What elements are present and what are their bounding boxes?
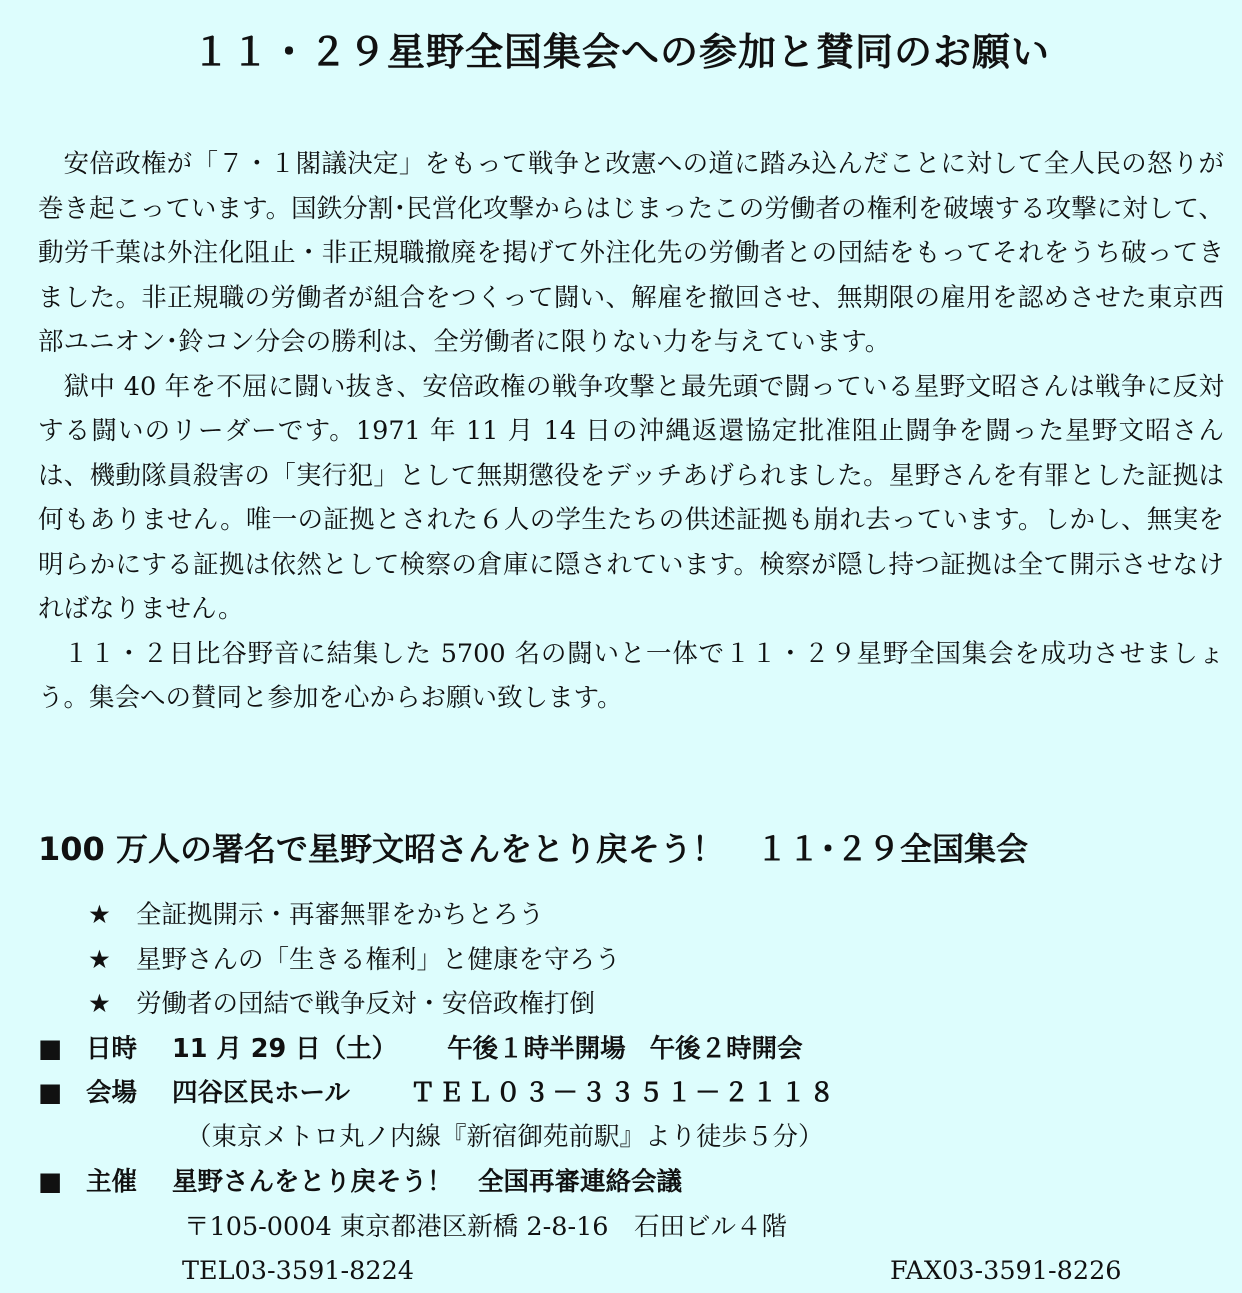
star-icon: ★ [88,989,111,1019]
square-bullet-icon: ■ [38,1167,63,1197]
rally-headline: 100 万人の署名で星野文昭さんをとり戻そう！ １１･２９全国集会 [38,830,1028,868]
host-name: 星野さんをとり戻そう！ 全国再審連絡会議 [172,1167,683,1197]
square-bullet-icon: ■ [38,1078,63,1108]
paragraph: １１・２日比谷野音に結集した 5700 名の闘いと一体で１１・２９星野全国集会を成功させましょう。集会への賛同と参加を心からお願い致します。 [38,638,1225,713]
slogan-list [88,893,621,1027]
event-host-row [38,1160,682,1204]
page-title: １１・２９星野全国集会への参加と賛同のお願い [191,30,1050,74]
slogan-text: 労働者の団結で戦争反対・安倍政権打倒 [136,989,596,1019]
list-item [88,893,621,938]
square-bullet-icon: ■ [38,1034,63,1064]
paragraph: 獄中 40 年を不屈に闘い抜き、安倍政権の戦争攻撃と最先頭で闘っている星野文昭さんは戦争に反対する闘いのリーダーです。1971 年 11 月 14 日の沖縄返還協定批准阻止闘争を闘った星野文昭さんは、機動隊員殺害の「実行犯」として無期懲役をデッチあげられました。星野さんを有罪とした証拠は何もありません。唯一の証拠とされた６人の学生たちの供述証拠も崩れ去っています。しかし、無実を明らかにする証拠は依然として検察の倉庫に隠されています。検察が隠し持つ証拠は全て開示させなければなりません。 [38,371,1224,624]
list-item [88,938,621,983]
paragraph: 安倍政権が「７・１閣議決定」をもって戦争と改憲への道に踏み込んだことに対して全人民の怒りが巻き起こっています。国鉄分割･民営化攻撃からはじまったこの労働者の権利を破壊する攻撃に対して、動労千葉は外注化阻止・非正規職撤廃を掲げて外注化先の労働者との団結をもってそれをうち破ってきました。非正規職の労働者が組合をつくって闘い、解雇を撤回させ、無期限の雇用を認めさせた東京西部ユニオン･鈴コン分会の勝利は、全労働者に限りない力を与えています。 [38,149,1224,357]
venue-tel: ＴＥＬ０３－３３５１－２１１８ [410,1078,838,1108]
venue-label: 会場 [86,1078,138,1108]
open-time: 午後１時半開場 [447,1034,626,1064]
start-time: 午後２時開会 [649,1034,803,1064]
date-value: 11 月 29 日（土） [172,1034,398,1064]
host-fax: FAX03-3591-8226 [890,1256,1122,1286]
date-label: 日時 [86,1034,138,1064]
host-label: 主催 [86,1167,138,1197]
host-tel: TEL03-3591-8224 [182,1256,415,1286]
star-icon: ★ [88,900,111,930]
star-icon: ★ [88,944,111,975]
event-date-row [38,1027,803,1071]
host-address: 〒105-0004 東京都港区新橋 2-8-16 石田ビル４階 [184,1212,788,1242]
slogan-text: 星野さんの「生きる権利」と健康を守ろう [136,944,621,975]
appeal-body [38,142,1224,721]
slogan-text: 全証拠開示・再審無罪をかちとろう [136,900,545,930]
venue-access: （東京メトロ丸ノ内線『新宿御苑前駅』より徒歩５分） [186,1122,824,1152]
event-venue-row [38,1071,838,1115]
list-item [88,982,621,1027]
venue-name: 四谷区民ホール [172,1078,350,1108]
